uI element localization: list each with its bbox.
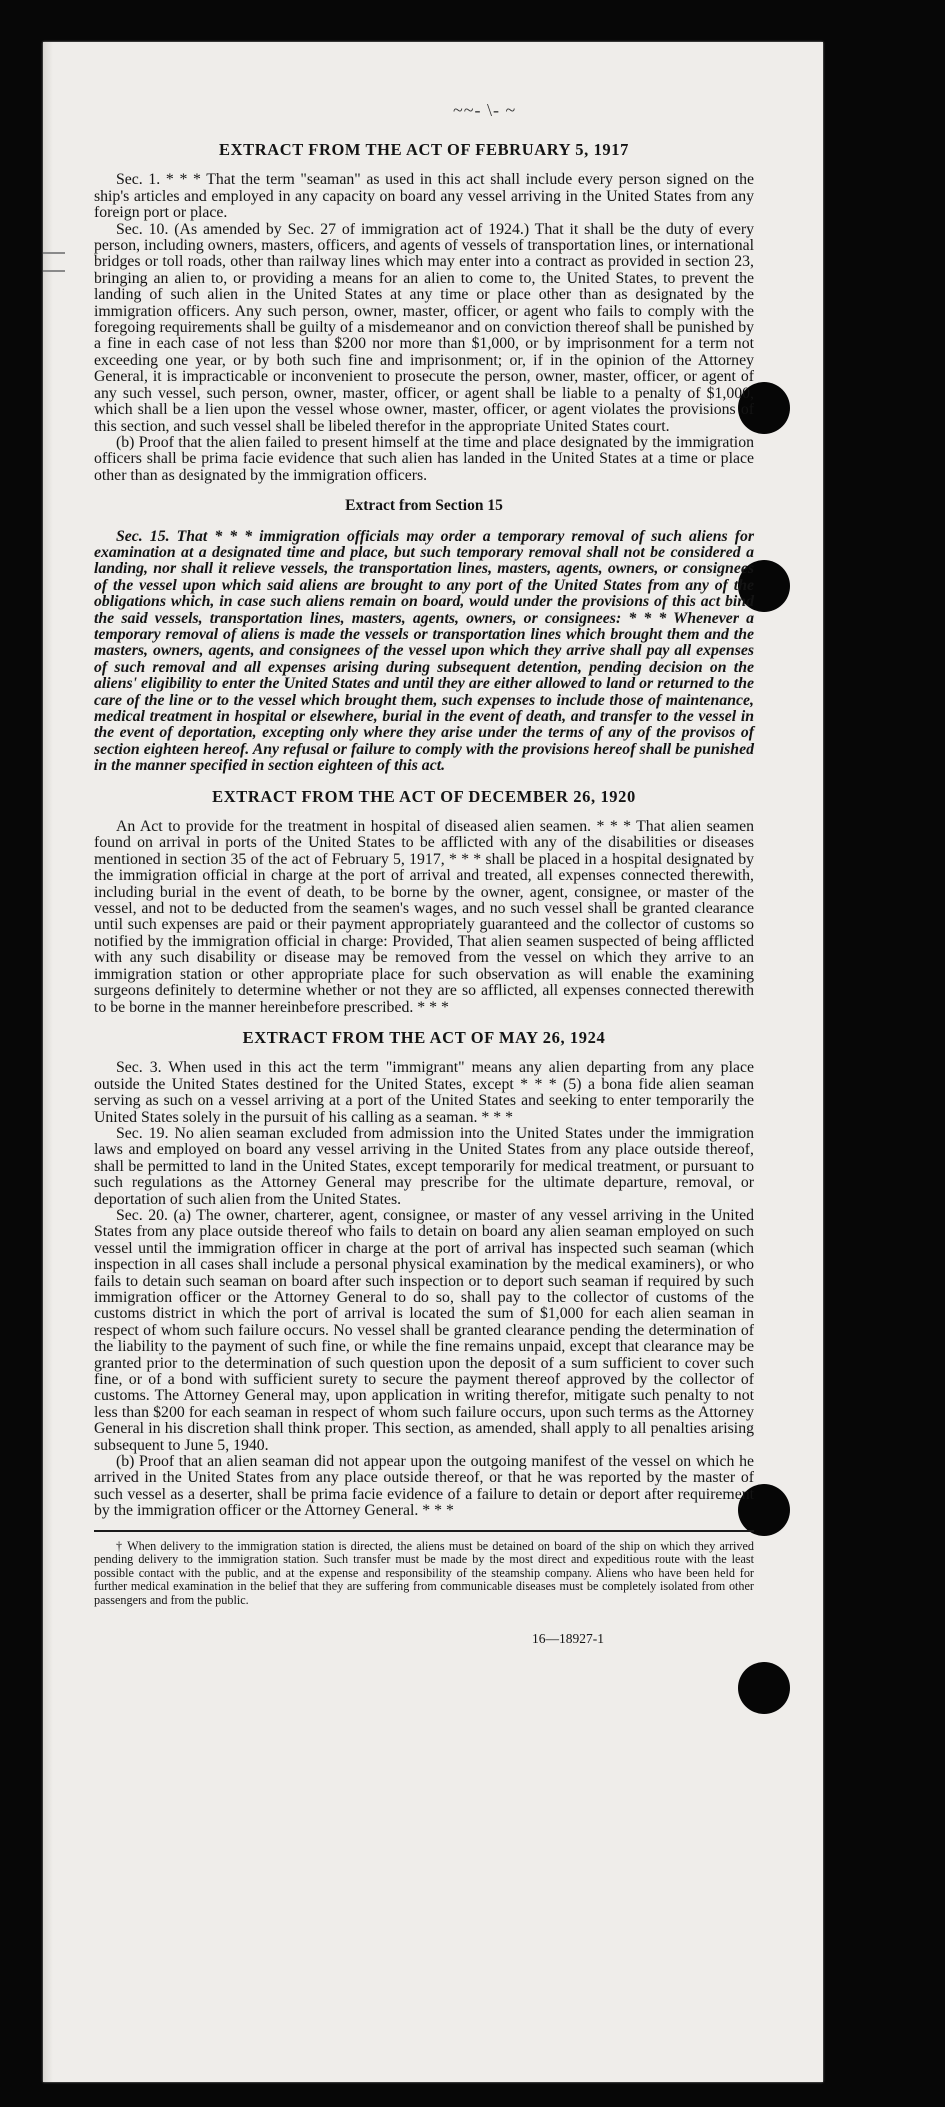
- document-content: [94, 142, 754, 1648]
- heading-act-1924: EXTRACT FROM THE ACT OF MAY 26, 1924: [242, 1027, 606, 1047]
- paragraph-sec-19: Sec. 19. No alien seaman excluded from admission into the United States under the immigration laws and employed on board any vessel arriving in the United States from any place outside thereof, shall be permitted to land in the United States, except temporarily for medical treatment, or pursuant to such regulations as the Attorney General may prescribe for the ultimate departure, removal, or deportation of such alien from the United States.: [94, 1124, 754, 1208]
- punch-hole: [738, 1662, 790, 1714]
- paragraph-sec-10: Sec. 10. (As amended by Sec. 27 of immigration act of 1924.) That it shall be the duty of every person, including owners, masters, officers, and agents of vessels of transportation lines, or international bridges or toll roads, other than railway lines which may enter into a contract as provided in section 23, bringing an alien to, or providing a means for an alien to come to, the United States, to prevent the landing of such alien in the United States at any time or place other than as designated by the immigration officers. Any such person, owner, master, officer, or agent who fails to comply with the foregoing requirements shall be guilty of a misdemeanor and on conviction thereof shall be punished by a fine in each case of not less than $200 nor more than $1,000, or by imprisonment for a term not exceeding one year, or by both such fine and imprisonment; or, if in the opinion of the Attorney General, it is impracticable or inconvenient to prosecute the person, owner, master, officer, or agent of any such vessel, such person, owner, master, officer, or agent shall be liable to a penalty of $1,000, which shall be a lien upon the vessel whose owner, master, officer, or agent violates the provisions of this section, and such vessel shall be libeled therefor in the appropriate United States court.: [94, 220, 754, 435]
- top-handwritten-mark: ~~- \- ~: [453, 100, 517, 120]
- footnote: † When delivery to the immigration station is directed, the aliens must be detained on board of the ship on which they arrived pending delivery to the immigration station. Such transfer must be made by the most direct and expeditious route with the least possible contact with the public, and at the expense and responsibility of the steamship company. Aliens who have been held for further medical examination in the belief that they are suffering from communicable diseases must be completely isolated from other passengers and from the public.: [94, 1538, 754, 1607]
- heading-act-1920: EXTRACT FROM THE ACT OF DECEMBER 26, 1920: [212, 786, 636, 806]
- paragraph-sec-20b: (b) Proof that an alien seaman did not appear upon the outgoing manifest of the vessel on which he arrived in the United States from any place outside thereof, or that he was reported by the master of such vessel as a deserter, shall be prima facie evidence of a failure to detain or deport after requirement by the immigration officer or the Attorney General. * * *: [94, 1453, 754, 1520]
- form-number: 16—18927-1: [532, 1631, 604, 1647]
- margin-mark: [43, 270, 65, 272]
- paragraph-sec-10b: (b) Proof that the alien failed to present himself at the time and place designated by the immigration officers shall be prima facie evidence that such alien has landed in the United States at a time or place other than as designated by the immigration officers.: [94, 433, 754, 484]
- margin-mark: [43, 252, 65, 254]
- paragraph-sec-1: Sec. 1. * * * That the term "seaman" as used in this act shall include every person signed on the ship's articles and employed in any capacity on board any vessel arriving in the United States from any foreign port or place.: [94, 171, 754, 222]
- footnote-divider: [94, 1530, 754, 1532]
- heading-section-15: Extract from Section 15: [345, 497, 503, 515]
- paragraph-sec-3: Sec. 3. When used in this act the term "immigrant" means any alien departing from any place outside the United States destined for the United States, except * * * (5) a bona fide alien seaman serving as such on a vessel arriving at a port of the United States and seeking to enter temporarily the United States solely in the pursuit of his calling as a seaman. * * *: [94, 1059, 754, 1126]
- heading-act-1917: EXTRACT FROM THE ACT OF FEBRUARY 5, 1917: [219, 140, 629, 159]
- paragraph-act-1920: An Act to provide for the treatment in hospital of diseased alien seamen. * * * That alien seamen found on arrival in ports of the United States to be afflicted with any of the disabilities or diseases mentioned in section 35 of the act of February 5, 1917, * * * shall be placed in a hospital designated by the immigration official in charge at the port of arrival and treated, all expenses connected therewith, including burial in the event of death, to be borne by the owner, agent, consignee, or master of the vessel, and not to be deducted from the seamen's wages, and no such vessel shall be granted clearance until such expenses are paid or their payment appropriately guaranteed and the collector of customs so notified by the immigration official in charge: Provided, That alien seamen suspected of being afflicted with any such disability or disease may be removed from the vessel on which they arrive to an immigration station or other appropriate place for such observation as will enable the examining surgeons definitely to determine whether or not they are so afflicted, all expenses connected therewith to be borne in the manner hereinbefore prescribed. * * *: [94, 818, 754, 1016]
- paragraph-sec-20a: Sec. 20. (a) The owner, charterer, agent, consignee, or master of any vessel arriving in the United States from any place outside thereof who fails to detain on board any alien seaman employed on such vessel until the immigration officer in charge at the port of arrival has inspected such seaman (which inspection in all cases shall include a personal physical examination by the medical examiners), or who fails to detain such seaman on board after such inspection or to deport such seaman if required by such immigration officer or the Attorney General to do so, shall pay to the collector of customs of the customs district in which the port of arrival is located the sum of $1,000 for each alien seaman in respect of whom such failure occurs. No vessel shall be granted clearance pending the determination of the liability to the payment of such fine, or while the fine remains unpaid, except that clearance may be granted prior to the determination of such question upon the deposit of a sum sufficient to cover such fine, or of a bond with sufficient surety to secure the payment thereof approved by the collector of customs. The Attorney General may, upon application in writing therefor, mitigate such penalty to not less than $200 for each seaman in respect of whom such failure occurs, upon such terms as the Attorney General in his discretion shall think proper. This section, as amended, shall apply to all penalties arising subsequent to June 5, 1940.: [94, 1206, 754, 1454]
- paragraph-sec-15: Sec. 15. That * * * immigration officials may order a temporary removal of such aliens for examination at a designated time and place, but such temporary removal shall not be considered a landing, nor shall it relieve vessels, the transportation lines, masters, agents, owners, or consignees of the vessel upon which said aliens are brought to any port of the United States from any of the obligations which, in case such aliens remain on board, would under the provisions of this act bind the said vessels, transportation lines, masters, agents, owners, or consignees: * * * Whenever a temporary removal of aliens is made the vessels or transportation lines which brought them and the masters, owners, agents, and consignees of the vessel upon which they arrive shall pay all expenses of such removal and all expenses arising during subsequent detention, pending decision on the aliens' eligibility to enter the United States and until they are either allowed to land or returned to the care of the line or to the vessel which brought them, such expenses to include those of maintenance, medical treatment in hospital or elsewhere, burial in the event of death, and transfer to the vessel in the event of deportation, excepting only where they arise under the terms of any of the provisos of section eighteen hereof. Any refusal or failure to comply with the provisions hereof shall be punished in the manner specified in section eighteen of this act.: [94, 527, 754, 775]
- page-edge-shadow: [43, 42, 53, 2082]
